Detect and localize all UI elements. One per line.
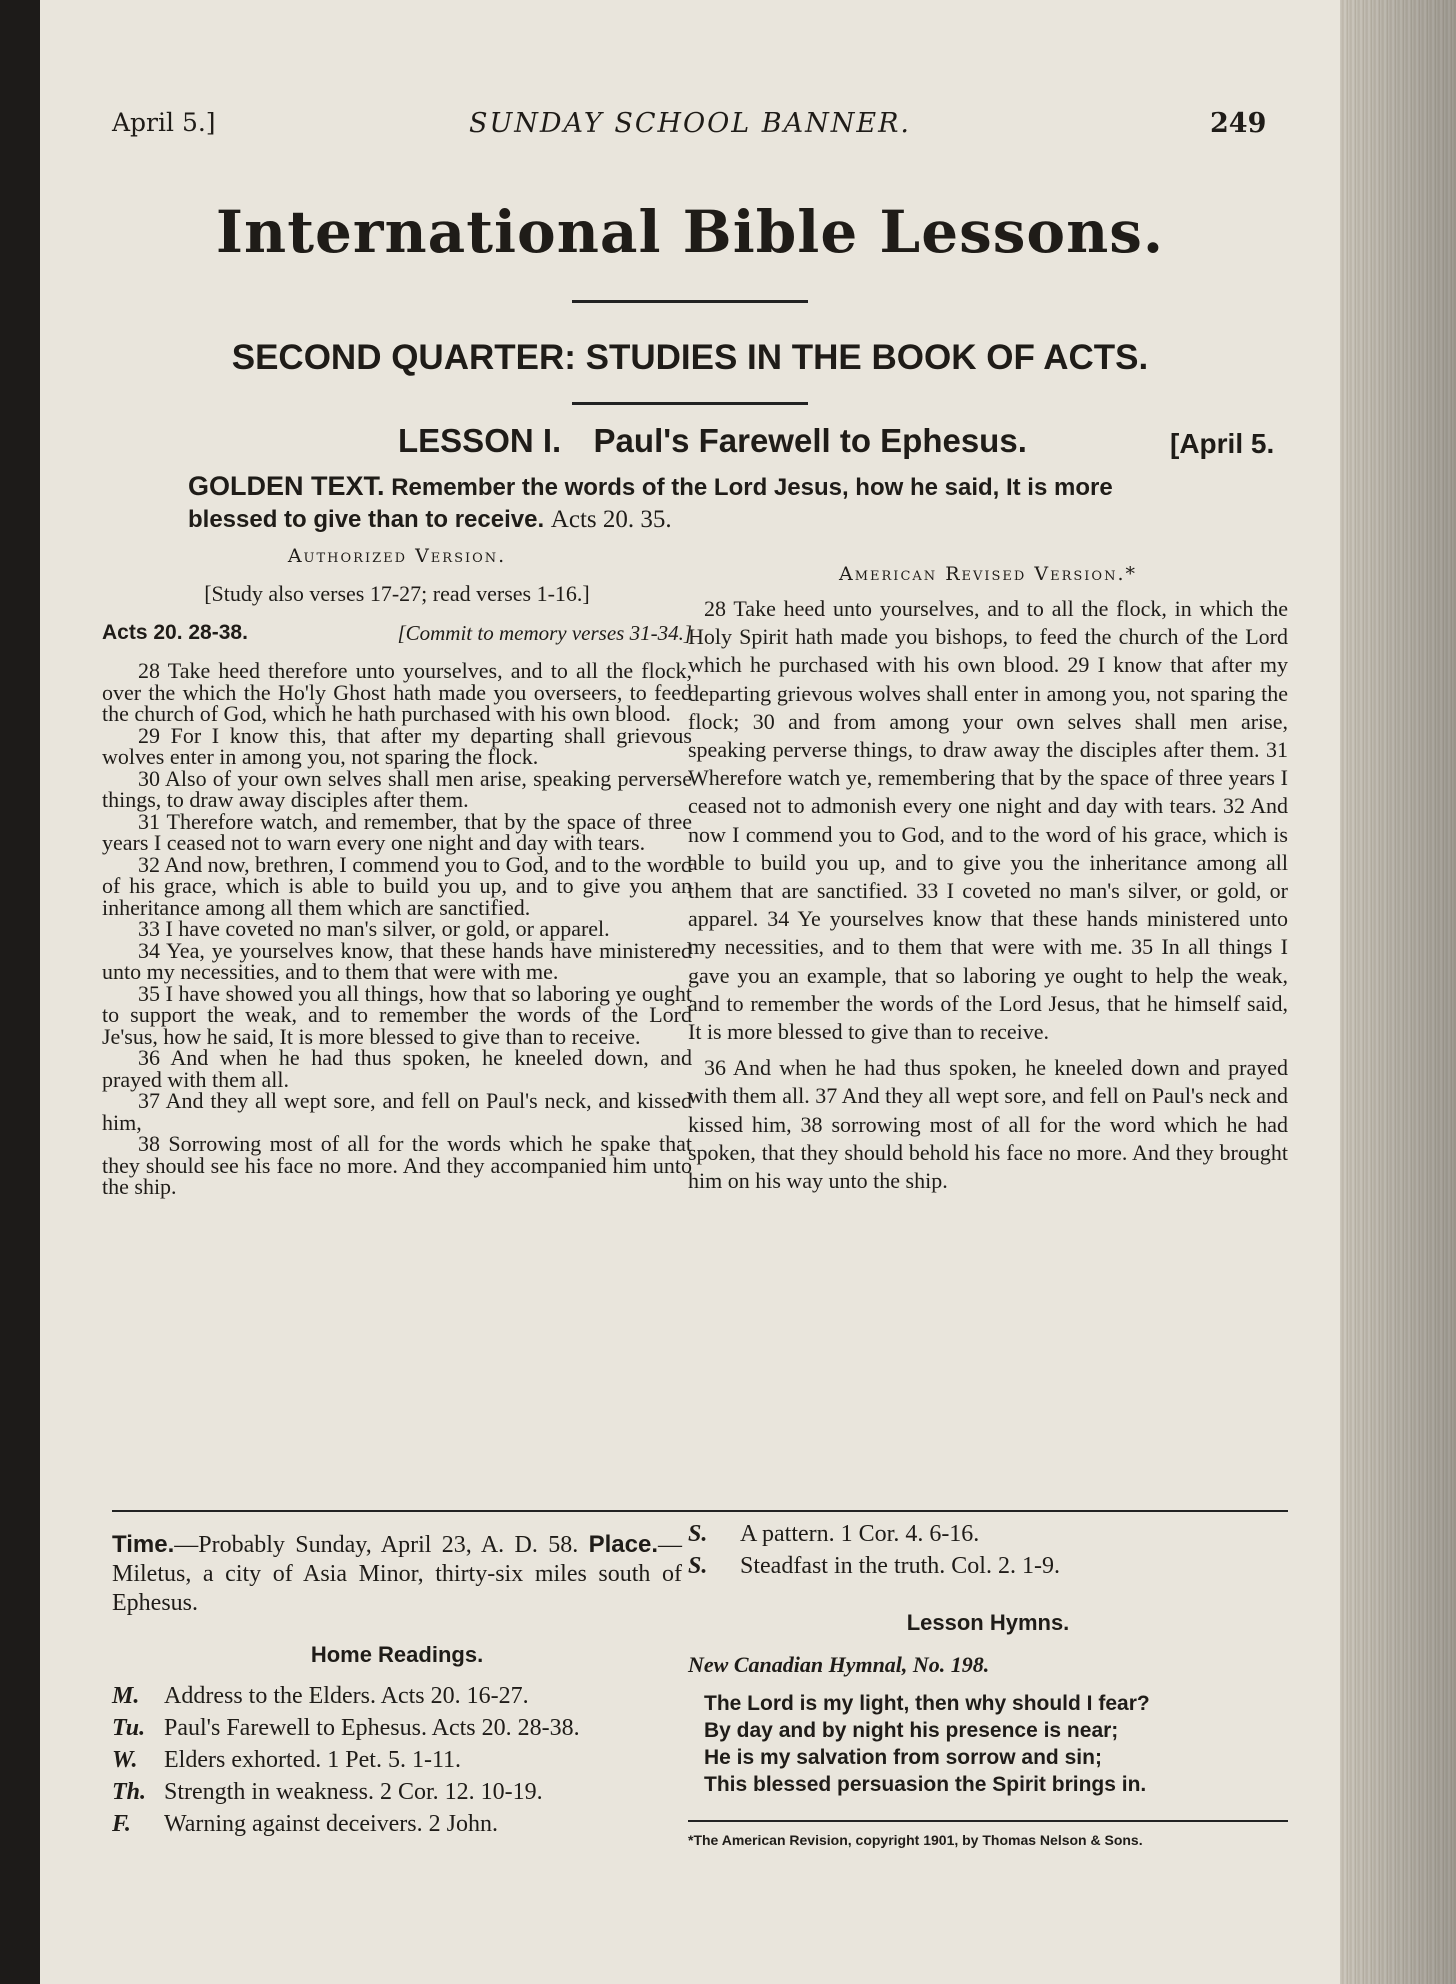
time-place [112,1530,682,1618]
main-title: International Bible Lessons. [215,198,1165,266]
golden-text [188,470,1208,536]
reading-text: Address to the Elders. Acts 20. 16-27. [164,1683,529,1709]
verse: 36 And when he had thus spoken, he kneeled down, and prayed with them all. [102,1045,692,1092]
reading-text: Paul's Farewell to Ephesus. Acts 20. 28-38. [164,1715,580,1741]
bottom-right-column [688,1520,1288,1848]
verse: 38 Sorrowing most of all for the words which he spake that they should see his face no more. And they accompanied him unto the ship. [102,1131,692,1199]
reading-text: A pattern. 1 Cor. 4. 6-16. [740,1521,980,1547]
reading-text: Warning against deceivers. 2 John. [164,1811,498,1837]
lesson-date: [April 5. [1170,428,1275,459]
reading-day: M. [112,1683,140,1709]
reading-item [112,1810,682,1838]
page-number: 249 [1210,108,1267,139]
reading-day: F. [112,1811,131,1837]
hymn-line: The Lord is my light, then why should I fear? [704,1692,1150,1715]
revised-verses [688,595,1288,1195]
book-binding-left [0,0,40,1984]
home-readings-list [112,1682,682,1838]
verse: 34 Yea, ye yourselves know, that these hands have ministered unto my necessities, and to them that were with me. [102,937,692,984]
authorized-version-heading: Authorized Version. [287,545,507,567]
reading-item [688,1552,1288,1580]
home-readings-heading: Home Readings. [310,1642,484,1667]
reading-item [112,1682,682,1710]
quarter-heading: SECOND QUARTER: STUDIES IN THE BOOK OF ACTS. [231,338,1149,377]
document-page [40,0,1340,1984]
verse: 32 And now, brethren, I commend you to God, and to the word of his grace, which is able to build you up, and to give you an inheritance among all them which are sanctified. [102,851,692,920]
reading-item [112,1746,682,1774]
time-text: —Probably Sunday, April 23, A. D. 58. [174,1532,579,1558]
lesson-number: LESSON I. [398,422,562,459]
running-header-date: April 5.] [112,108,216,137]
lesson-heading [398,422,1027,460]
section-divider [112,1510,1288,1512]
verse: 29 For I know this, that after my departing shall grievous wolves enter in among you, not sparing the flock. [102,722,692,769]
golden-text-body: Remember the words of the Lord Jesus, how he said, It is more blessed to give than to receive. [188,474,1113,533]
footnote-rule [688,1820,1288,1822]
passage-reference: Acts 20. 28-38. [102,621,248,644]
hymnal-source: New Canadian Hymnal, No. 198. [688,1652,990,1677]
bottom-left-column [112,1530,682,1842]
reading-item [112,1714,682,1742]
hymn-line: He is my salvation from sorrow and sin; [704,1746,1102,1769]
reading-text: Elders exhorted. 1 Pet. 5. 1-11. [164,1747,462,1773]
place-label: Place. [588,1531,659,1558]
revised-paragraph: 36 And when he had thus spoken, he kneeled down and prayed with them all. 37 And they all wept sore, and fell on Paul's neck and kissed him, 38 sorrowing most of all for the word which he had spoken, that they should behold his face no more. And they brought him on his way unto the ship. [688,1055,1288,1194]
quarter-rule [572,402,808,405]
golden-text-label: GOLDEN TEXT. [188,471,385,501]
study-note: [Study also verses 17-27; read verses 1-16.] [204,581,590,606]
revised-paragraph: 28 Take heed unto yourselves, and to all the flock, in which the Holy Spirit hath made you bishops, to feed the church of the Lord which he purchased with his own blood. 29 I know that after my departing grievous wolves shall enter in among you, not sparing the flock; 30 and from among your own selves shall men arise, speaking perverse things, to draw away the disciples after them. 31 Wherefore watch ye, remembering that by the space of three years I ceased not to admonish every one night and day with tears. 32 And now I commend you to God, and to the word of his grace, which is able to build you up, and to give you the inheritance among all them that are sanctified. 33 I coveted no man's silver, or gold, or apparel. 34 Ye yourselves know that these hands ministered unto my necessities, and to them that were with me. 35 In all things I gave you an example, that so laboring ye ought to help the weak, and to remember the words of the Lord Jesus, that he himself said, It is more blessed to give than to receive. [688,596,1288,1045]
verse: 35 I have showed you all things, how that so laboring ye ought to support the weak, and to remember the words of the Lord Je'sus, how he said, It is more blessed to give than to receive. [102,980,692,1049]
time-label: Time. [112,1531,175,1558]
hymn-line: By day and by night his presence is near; [704,1719,1119,1742]
verse: 31 Therefore watch, and remember, that by the space of three years I ceased not to warn every one night and day with tears. [102,808,692,855]
reading-day: W. [112,1747,138,1773]
reading-day: Tu. [112,1715,146,1741]
footnote: *The American Revision, copyright 1901, by Thomas Nelson & Sons. [688,1832,1143,1848]
reading-text: Steadfast in the truth. Col. 2. 1-9. [740,1553,1060,1579]
reading-day: S. [688,1553,708,1579]
revised-version-heading: American Revised Version.* [839,563,1137,585]
reading-item [112,1778,682,1806]
hymn-line: This blessed persuasion the Spirit brings in. [704,1773,1147,1796]
reading-item [688,1520,1288,1548]
verse: 33 I have coveted no man's silver, or gold, or apparel. [138,916,610,941]
lesson-title: Paul's Farewell to Ephesus. [593,422,1027,459]
reading-day: S. [688,1521,708,1547]
reading-day: Th. [112,1779,147,1805]
revised-version-column [688,563,1288,1203]
authorized-version-column [102,545,692,1198]
verse: 28 Take heed therefore unto yourselves, and to all the flock, over the which the Ho'ly Ghost hath made you overseers, to feed the church of God, which he hath purchased with his own blood. [102,658,692,726]
title-rule [572,300,808,303]
verse: 37 And they all wept sore, and fell on Paul's neck, and kissed him, [102,1088,692,1135]
verse: 30 Also of your own selves shall men arise, speaking perverse things, to draw away disciples after them. [102,765,692,812]
place-text: —Miletus, a city of Asia Minor, thirty-six miles south of Ephesus. [112,1532,683,1616]
lesson-hymns-heading: Lesson Hymns. [906,1610,1070,1635]
passage-line [102,621,692,646]
authorized-verses [102,660,692,1198]
hymn-verse [688,1690,1288,1798]
reading-text: Strength in weakness. 2 Cor. 12. 10-19. [164,1779,543,1805]
commit-note: [Commit to memory verses 31-34.] [397,621,692,645]
book-page-edges [1340,0,1456,1984]
golden-text-reference: Acts 20. 35. [550,506,672,533]
running-header-title: SUNDAY SCHOOL BANNER. [468,108,912,139]
